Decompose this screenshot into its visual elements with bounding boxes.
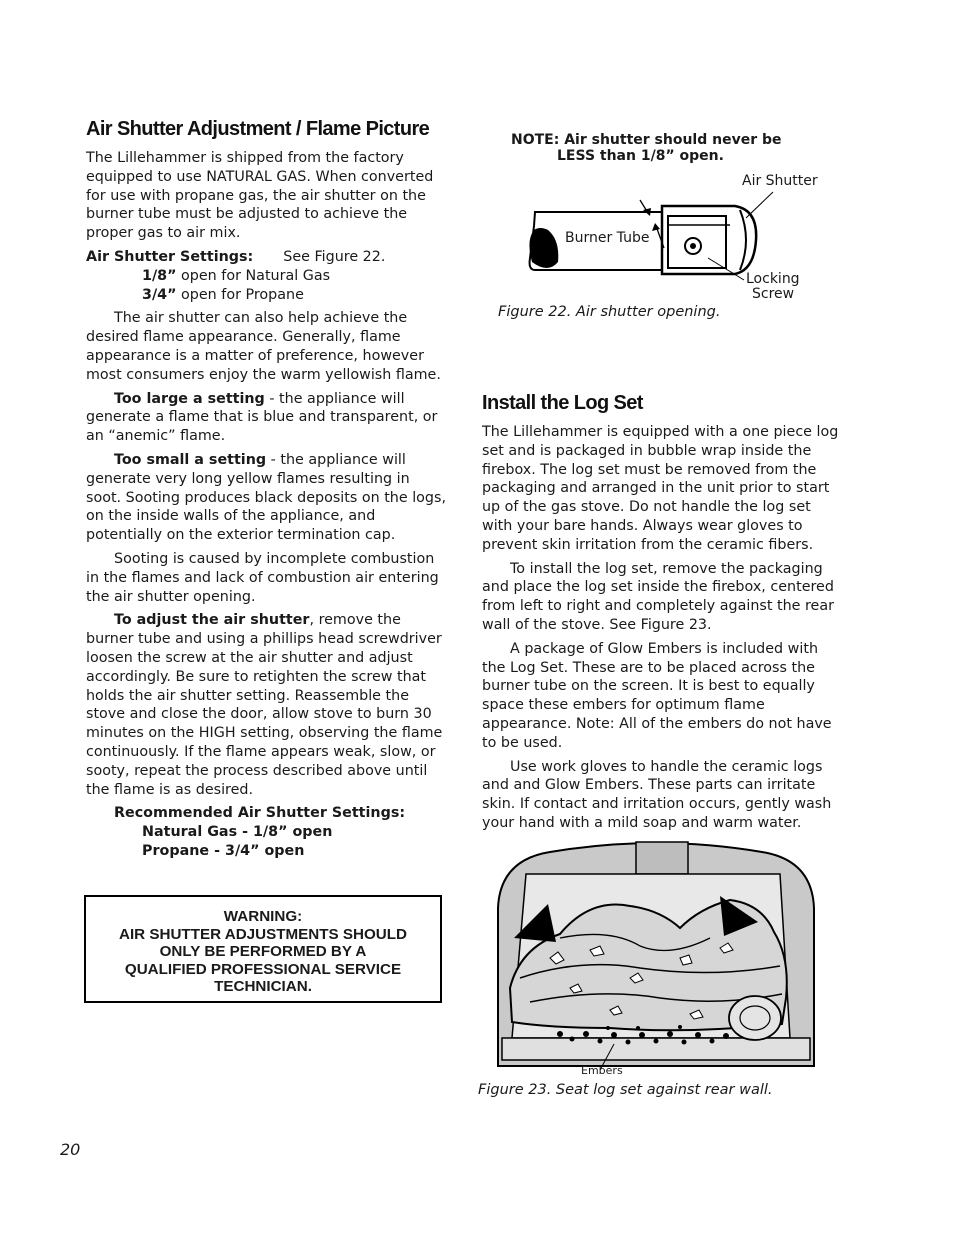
recommended-propane: Propane - 3/4” open bbox=[142, 842, 305, 859]
log-set-paragraph-3: A package of Glow Embers is included with the Log Set. These are to be placed across the burner tube on the screen. It is best to equally space these embers for optimum flame appearance. Note: All of the embers do not have to be used. bbox=[482, 640, 832, 751]
label-locking: Locking bbox=[746, 271, 800, 287]
left-column bbox=[86, 118, 446, 861]
warning-title: WARNING: bbox=[223, 908, 303, 925]
recommended-label: Recommended Air Shutter Settings: bbox=[114, 805, 406, 822]
propane-setting bbox=[86, 286, 446, 305]
too-large-paragraph bbox=[86, 390, 446, 446]
firebox-top-panel bbox=[636, 842, 688, 874]
label-burner-tube: Burner Tube bbox=[565, 230, 650, 246]
natural-gas-amount: 1/8” bbox=[142, 267, 177, 284]
log-set-paragraph-2: To install the log set, remove the packaging and place the log set inside the firebox, centered from left to right and completely against the rear wall of the stove. See Figure 23. bbox=[482, 560, 834, 633]
adjust-text: , remove the burner tube and using a phillips head screwdriver loosen the screw at the air shutter and adjust accordingly. Be sure to retighten the screw that holds the air shutter setting. Reassemble the stove and close the door, allow stove to burn 30 minutes on the HIGH setting, observing the flame continuously. If the flame appears weak, slow, or sooty, repeat the process described above until the flame is as desired. bbox=[86, 612, 443, 798]
figure22-note bbox=[511, 132, 782, 164]
label-embers: Embers bbox=[581, 1064, 623, 1077]
right-column bbox=[482, 392, 842, 833]
settings-label: Air Shutter Settings: bbox=[86, 248, 254, 265]
page-number: 20 bbox=[60, 1140, 81, 1159]
propane-amount: 3/4” bbox=[142, 286, 177, 303]
warning-line: QUALIFIED PROFESSIONAL SERVICE bbox=[124, 960, 402, 978]
adjust-label: To adjust the air shutter bbox=[114, 612, 310, 629]
log-set-illustration bbox=[490, 838, 822, 1072]
too-small-label: Too small a setting bbox=[114, 451, 267, 468]
log-set-paragraph-4: Use work gloves to handle the ceramic logs and and Glow Embers. These parts can irritate skin. If contact and irritation occurs, gently wash your hand with a mild soap and warm water. bbox=[482, 758, 832, 831]
adjust-paragraph bbox=[86, 611, 446, 799]
air-shutter-leader bbox=[746, 192, 773, 218]
warning-line: AIR SHUTTER ADJUSTMENTS SHOULD bbox=[118, 925, 407, 943]
locking-screw-center bbox=[690, 243, 696, 249]
note-line-2: LESS than 1/8” open. bbox=[557, 148, 724, 164]
figure23-caption: Figure 23. Seat log set against rear wall. bbox=[478, 1082, 773, 1098]
too-small-text: - the appliance will generate very long yellow flames resulting in soot. Sooting produces black deposits on the logs, on the inside walls of the appliance, and potentially on the exterior termination cap. bbox=[86, 451, 446, 544]
natural-gas-text: open for Natural Gas bbox=[176, 267, 331, 284]
intro-paragraph: The Lillehammer is shipped from the factory equipped to use NATURAL GAS. When converted for use with propane gas, the air shutter on the burner tube must be adjusted to achieve the proper gas to air mix. bbox=[86, 150, 434, 242]
section-heading-air-shutter: Air Shutter Adjustment / Flame Picture bbox=[86, 118, 430, 140]
settings-ref: See Figure 22. bbox=[283, 248, 386, 265]
label-screw: Screw bbox=[752, 286, 795, 302]
warning-box bbox=[84, 895, 442, 1003]
settings-line bbox=[86, 248, 446, 267]
propane-text: open for Propane bbox=[176, 286, 304, 303]
too-large-text: - the appliance will generate a flame that is blue and transparent, or an “anemic” flame. bbox=[86, 390, 438, 445]
note-line-1: NOTE: Air shutter should never be bbox=[511, 132, 782, 148]
recommended-natural: Natural Gas - 1/8” open bbox=[142, 824, 333, 841]
figure22-caption: Figure 22. Air shutter opening. bbox=[498, 304, 721, 320]
section-heading-log-set: Install the Log Set bbox=[482, 392, 643, 414]
warning-line: ONLY BE PERFORMED BY A bbox=[159, 943, 367, 960]
log-end-ring bbox=[729, 996, 781, 1040]
flame-paragraph: The air shutter can also help achieve the desired flame appearance. Generally, flame appearance is a matter of preference, however most consumers enjoy the warm yellowish flame. bbox=[86, 310, 441, 383]
too-large-label: Too large a setting bbox=[114, 390, 265, 407]
too-small-paragraph bbox=[86, 451, 446, 545]
label-air-shutter: Air Shutter bbox=[742, 173, 818, 189]
natural-gas-setting bbox=[86, 267, 446, 286]
warning-line: TECHNICIAN. bbox=[214, 978, 312, 995]
log-set-paragraph-1: The Lillehammer is equipped with a one piece log set and is packaged in bubble wrap inside the firebox. The log set must be removed from the packaging and arranged in the unit prior to start up of the gas stove. Do not handle the log set with your bare hands. Always wear gloves to prevent skin irritation from the ceramic fibers. bbox=[482, 424, 839, 553]
sooting-paragraph: Sooting is caused by incomplete combustion in the flames and lack of combustion air entering the air shutter opening. bbox=[86, 550, 439, 605]
